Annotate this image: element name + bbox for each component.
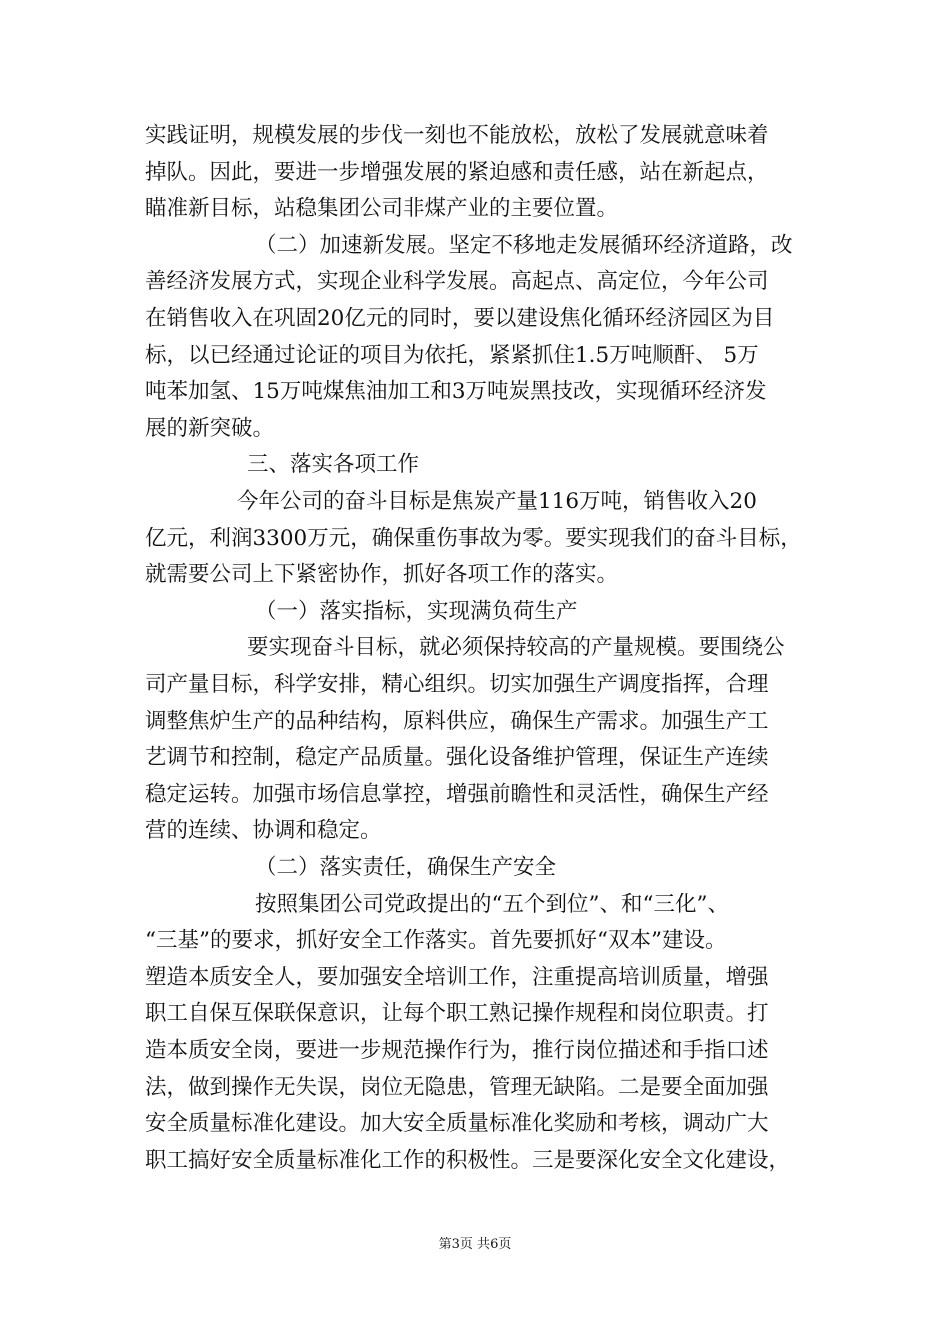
text-line: 司产量目标，科学安排，精心组织。切实加强生产调度指挥，合理 bbox=[145, 672, 769, 697]
text-line: 今年公司的奋斗目标是焦炭产量116万吨，销售收入20 bbox=[237, 489, 757, 514]
text-line: 在销售收入在巩固20亿元的同时，要以建设焦化循环经济园区为目 bbox=[145, 306, 775, 331]
text-line: 营的连续、协调和稳定。 bbox=[145, 818, 382, 844]
text-line: 瞄准新目标，站稳集团公司非煤产业的主要位置。 bbox=[145, 196, 619, 222]
footer-current-page: 3 bbox=[451, 1237, 460, 1252]
text-line: 标，以已经通过论证的项目为依托，紧紧抓住1.5万吨顺酐、 5万 bbox=[145, 342, 759, 368]
text-line: 造本质安全岗，要进一步规范操作行为，推行岗位描述和手指口述 bbox=[145, 1038, 769, 1063]
text-line: 掉队。因此，要进一步增强发展的紧迫感和责任感，站在新起点， bbox=[145, 159, 769, 185]
text-line: 调整焦炉生产的品种结构，原料供应，确保生产需求。加强生产工 bbox=[145, 708, 769, 734]
footer-total-pages: 6 bbox=[490, 1237, 499, 1252]
text-line: 就需要公司上下紧密协作，抓好各项工作的落实。 bbox=[145, 562, 619, 588]
text-line: 法，做到操作无失误，岗位无隐患，管理无缺陷。二是要全面加强 bbox=[145, 1074, 769, 1100]
text-line: 安全质量标准化建设。加大安全质量标准化奖励和考核，调动广大 bbox=[145, 1111, 769, 1137]
text-line: 职工搞好安全质量标准化工作的积极性。三是要深化安全文化建设， bbox=[145, 1147, 791, 1173]
footer-prefix: 第 bbox=[438, 1237, 452, 1252]
text-line: 艺调节和控制，稳定产品质量。强化设备维护管理，保证生产连续 bbox=[145, 745, 769, 771]
text-line: 展的新突破。 bbox=[145, 415, 275, 441]
text-line: 要实现奋斗目标，就必须保持较高的产量规模。要围绕公 bbox=[247, 635, 785, 661]
text-line: 三、落实各项工作 bbox=[247, 452, 420, 478]
text-line: 按照集团公司党政提出的“五个到位”、和“三化”、 bbox=[255, 891, 729, 917]
text-line: 职工自保互保联保意识，让每个职工熟记操作规程和岗位职责。打 bbox=[145, 1001, 769, 1027]
text-line: 善经济发展方式，实现企业科学发展。高起点、高定位，今年公司 bbox=[145, 269, 769, 295]
text-line: 实践证明，规模发展的步伐一刻也不能放松，放松了发展就意味着 bbox=[145, 123, 769, 148]
text-line: （一）落实指标，实现满负荷生产 bbox=[255, 598, 578, 624]
text-line: 塑造本质安全人，要加强安全培训工作，注重提高培训质量，增强 bbox=[145, 964, 769, 990]
footer-suffix: 页 bbox=[498, 1237, 512, 1252]
text-line: “三基”的要求，抓好安全工作落实。首先要抓好“双本”建设。 bbox=[145, 928, 727, 954]
text-line: 稳定运转。加强市场信息掌控，增强前瞻性和灵活性，确保生产经 bbox=[145, 781, 769, 807]
text-line: 亿元，利润3300万元，确保重伤事故为零。要实现我们的奋斗目标， bbox=[145, 525, 802, 551]
page-footer bbox=[0, 1236, 950, 1254]
text-line: （二）加速新发展。坚定不移地走发展循环经济道路，改 bbox=[255, 232, 793, 258]
text-line: （二）落实责任，确保生产安全 bbox=[255, 855, 557, 880]
footer-middle: 页 共 bbox=[459, 1237, 491, 1252]
text-line: 吨苯加氢、15万吨煤焦油加工和3万吨炭黑技改，实现循环经济发 bbox=[145, 379, 767, 405]
